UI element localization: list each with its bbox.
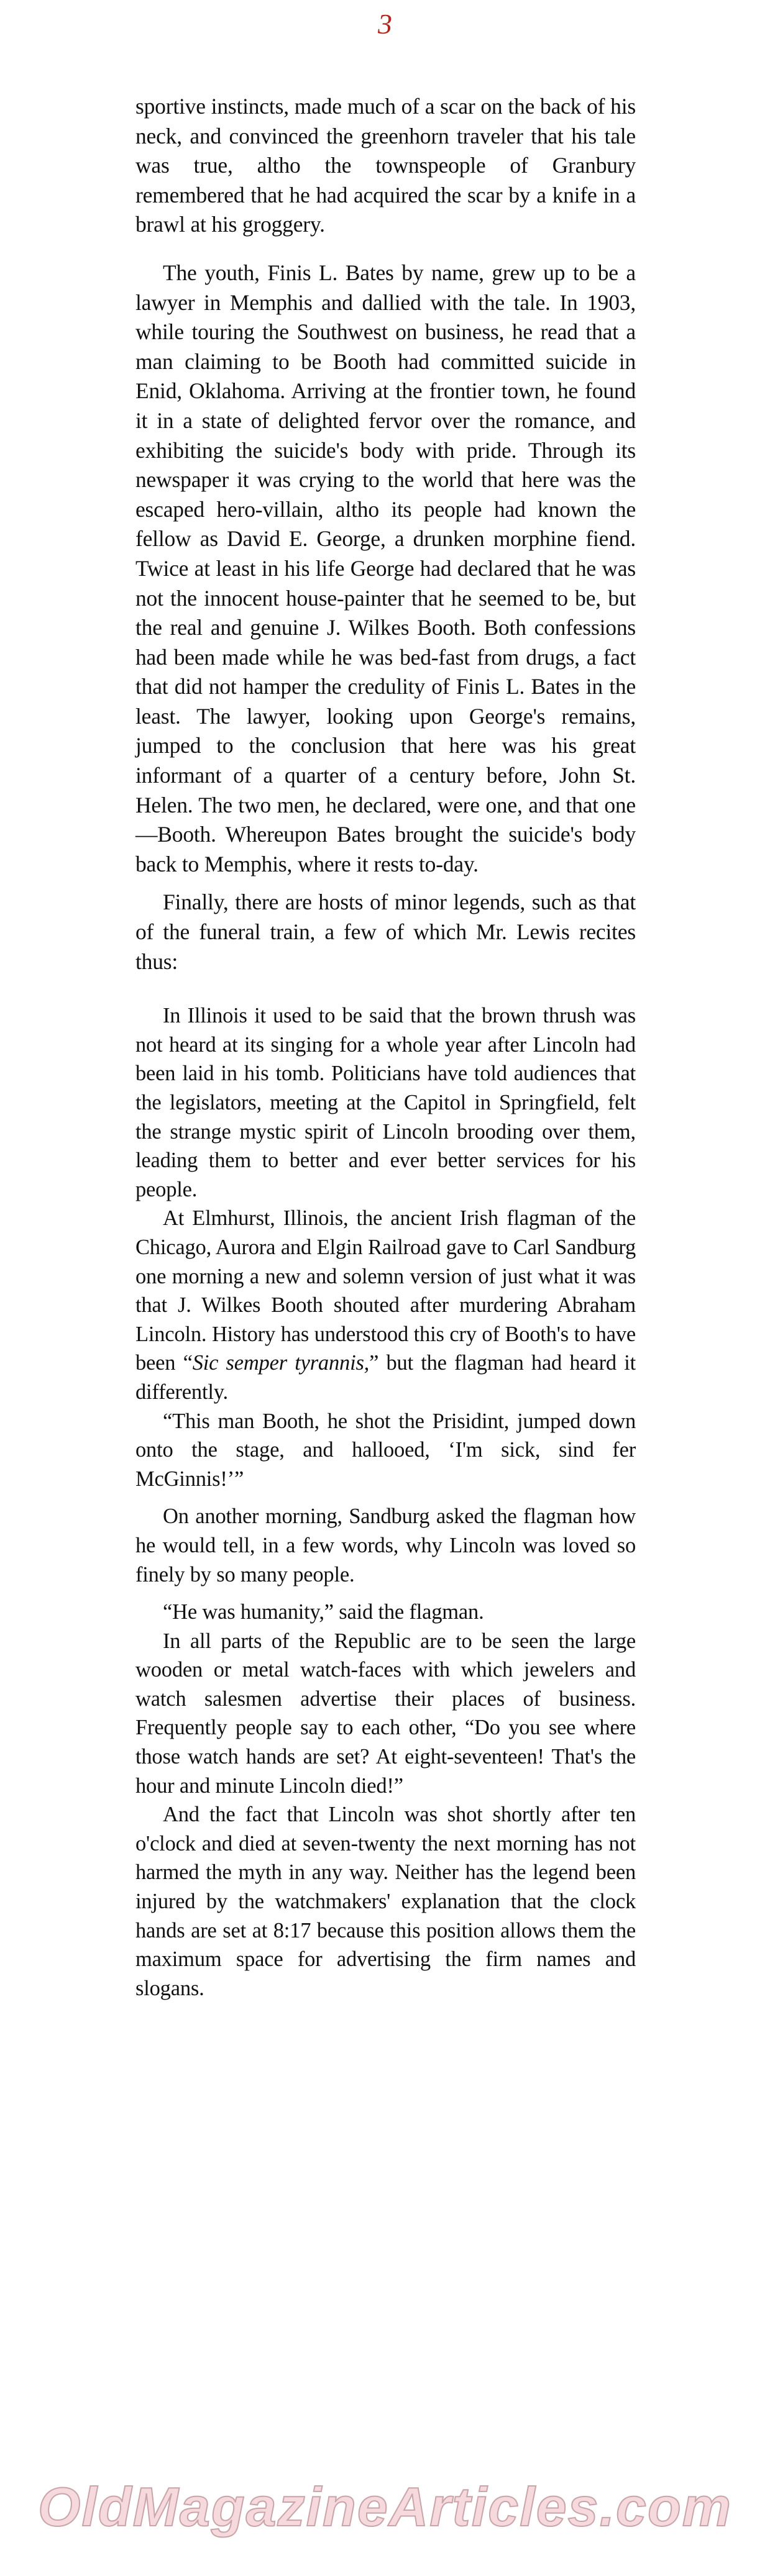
article-paragraph: Finally, there are hosts of minor legends, such as that of the funeral train, a few of which Mr. Lewis recites thus:	[135, 890, 636, 974]
quote-paragraph: In Illinois it used to be said that the brown thrush was not heard at its singing for a whole year after Lincoln had been laid in his tomb. Politicians have told audiences that the legislators, meeting at the Capitol in Springfield, felt the strange mystic spirit of Lincoln brooding over them, leading them to better and ever better services for his people.	[135, 1004, 636, 1201]
quote-dialog: “This man Booth, he shot the Prisidint, jumped down onto the stage, and hallooed, ‘I'm sick, sind fer McGinnis!’”	[135, 1409, 636, 1491]
quote-text: ” but the flagman had heard it differently.	[135, 1351, 636, 1404]
quote-dialog: “He was humanity,” said the flagman.	[163, 1600, 484, 1624]
quote-text: At Elmhurst, Illinois, the ancient Irish flagman of the Chicago, Aurora and Elgin Railroad gave to Carl Sandburg one morning a new and solemn version of just what it was that J. Wilkes Booth shouted after murdering Abraham Lincoln. History has understood this cry of Booth's to have been “	[135, 1206, 636, 1375]
quote-paragraph: And the fact that Lincoln was shot shortly after ten o'clock and died at seven-twenty the next morning has not harmed the myth in any way. Neither has the legend been injured by the watchmakers' explanation that the clock hands are set at 8:17 because this position allows them the maximum space for advertising the firm names and slogans.	[135, 1803, 636, 2000]
site-watermark: OldMagazineArticles.com	[38, 2476, 732, 2537]
article-paragraph: sportive instincts, made much of a scar on the back of his neck, and convinced the greenhorn traveler that his tale was true, altho the townspeople of Granbury remembered that he had acquired the scar by a knife in a brawl at his groggery.	[135, 94, 636, 237]
quote-latin-phrase: Sic semper tyrannis,	[192, 1351, 370, 1375]
quote-paragraph: In all parts of the Republic are to be seen the large wooden or metal watch-faces with which jewelers and watch salesmen advertise their places of business. Frequently people say to each other, “Do you see where those watch hands are set? At eight-seventeen! That's the hour and minute Lincoln died!”	[135, 1629, 636, 1798]
quote-paragraph: On another morning, Sandburg asked the flagman how he would tell, in a few words, why Lincoln was loved so finely by so many people.	[135, 1504, 636, 1586]
article-paragraph: The youth, Finis L. Bates by name, grew up to be a lawyer in Memphis and dallied with the tale. In 1903, while touring the Southwest on business, he read that a man claiming to be Booth had committed suicide in Enid, Oklahoma. Arriving at the frontier town, he found it in a state of delighted fervor over the romance, and exhibiting the suicide's body with pride. Through its newspaper it was crying to the world that here was the escaped hero-villain, altho its people had known the fellow as David E. George, a drunken morphine fiend. Twice at least in his life George had declared that he was not the innocent house-painter that he seemed to be, but the real and genuine J. Wilkes Booth. Both confessions had been made while he was bed-fast from drugs, a fact that did not hamper the credulity of Finis L. Bates in the least. The lawyer, looking upon George's remains, jumped to the conclusion that here was his great informant of a quarter of a century before, John St. Helen. The two men, he declared, were one, and that one—Booth. Whereupon Bates brought the suicide's body back to Memphis, where it rests to-day.	[135, 260, 636, 876]
article-body	[135, 92, 636, 2003]
quote-paragraph	[135, 1204, 636, 1406]
quoted-excerpt	[135, 1001, 636, 2003]
page-number: 3	[378, 8, 392, 40]
